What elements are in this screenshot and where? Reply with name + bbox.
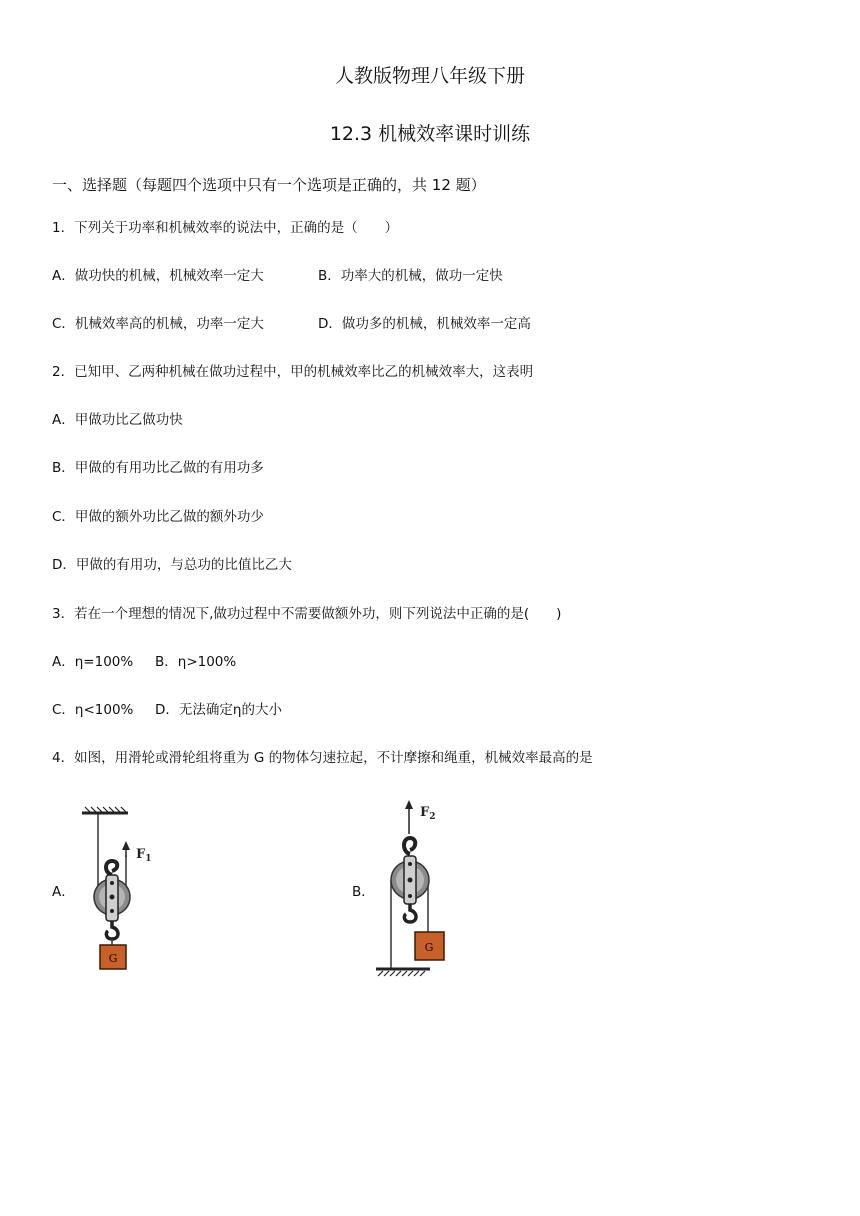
option-1b: B．功率大的机械，做功一定快 [318, 268, 503, 284]
option-3a: A．η=100% [52, 654, 134, 670]
top-hook-icon [106, 861, 117, 875]
option-1c: C．机械效率高的机械，功率一定大 [52, 316, 264, 332]
pulley-figure-a [76, 805, 166, 977]
option-2d: D．甲做的有用功，与总功的比值比乙大 [52, 557, 292, 573]
frame-rivet-top [110, 881, 114, 885]
question-1-options-row-2 [52, 315, 531, 333]
option-1d: D．做功多的机械，机械效率一定高 [318, 316, 531, 332]
option-3c: C．η<100% [52, 702, 134, 718]
option-2b: B．甲做的有用功比乙做的有用功多 [52, 460, 264, 476]
question-3-options-row-1 [52, 653, 236, 671]
question-4-stem: 4．如图，用滑轮或滑轮组将重为 G 的物体匀速拉起，不计摩擦和绳重，机械效率最高的是 [52, 750, 593, 766]
frame-rivet-top [408, 862, 412, 866]
frame-rivet-bottom [408, 894, 412, 898]
question-1-stem: 1．下列关于功率和机械效率的说法中，正确的是（ ） [52, 220, 399, 236]
question-1-options-row-1 [52, 267, 503, 285]
force-label-f2: $F_2$ [420, 805, 436, 822]
ceiling-hatch [85, 807, 126, 812]
option-4b: B． [352, 884, 375, 900]
weight-label: G [424, 941, 434, 954]
force-label-f1: $F_1$ [136, 847, 152, 864]
option-1a: A．做功快的机械，机械效率一定大 [52, 268, 264, 284]
force-arrow-head [405, 800, 413, 809]
doc-title: 人教版物理八年级下册 [334, 65, 525, 87]
top-hook-icon [404, 838, 415, 854]
option-3b: B．η>100% [155, 654, 237, 670]
question-2-stem: 2．已知甲、乙两种机械在做功过程中，甲的机械效率比乙的机械效率大，这表明 [52, 364, 534, 380]
weight-label: G [108, 952, 118, 965]
pulley-figure-b [370, 796, 460, 982]
option-4a: A． [52, 884, 75, 900]
bottom-hook-icon [106, 921, 118, 939]
floor-hatch [378, 971, 425, 976]
pulley-axle [110, 895, 115, 900]
pulley-axle [408, 878, 413, 883]
section-heading: 一、选择题（每题四个选项中只有一个选项是正确的，共 12 题） [52, 176, 486, 194]
frame-rivet-bottom [110, 909, 114, 913]
option-2a: A．甲做功比乙做功快 [52, 412, 183, 428]
question-3-options-row-2 [52, 701, 282, 719]
doc-subtitle: 12.3 机械效率课时训练 [329, 123, 531, 145]
question-3-stem: 3．若在一个理想的情况下,做功过程中不需要做额外功，则下列说法中正确的是( ) [52, 606, 562, 622]
force-arrow-head [122, 841, 130, 850]
option-2c: C．甲做的额外功比乙做的额外功少 [52, 509, 264, 525]
option-3d: D．无法确定η的大小 [155, 702, 282, 718]
bottom-hook-icon [404, 904, 416, 922]
